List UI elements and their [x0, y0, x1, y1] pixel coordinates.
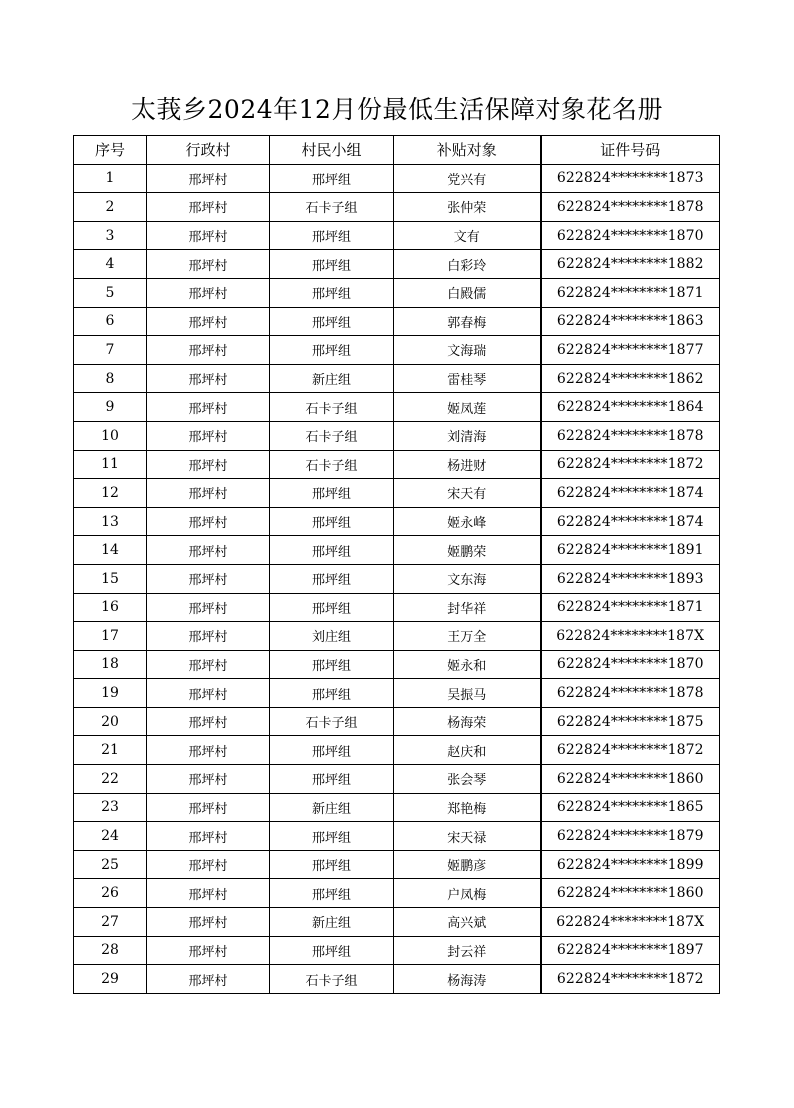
- cell-village: 邢坪村: [147, 822, 270, 851]
- table-row: [74, 908, 720, 937]
- cell-village: 邢坪村: [147, 421, 270, 450]
- cell-name: 姬凤莲: [394, 393, 541, 422]
- cell-name: 吴振马: [394, 679, 541, 708]
- page-title: 太莪乡2024年12月份最低生活保障对象花名册: [131, 95, 663, 124]
- cell-name: 杨进财: [394, 450, 541, 479]
- cell-group: 邢坪组: [270, 650, 394, 679]
- cell-no: 17: [74, 622, 147, 651]
- column-header-village: 行政村: [147, 136, 270, 165]
- table-row: [74, 679, 720, 708]
- cell-village: 邢坪村: [147, 564, 270, 593]
- cell-village: 邢坪村: [147, 679, 270, 708]
- table-body: [74, 164, 720, 993]
- cell-group: 石卡子组: [270, 393, 394, 422]
- header-row: [74, 136, 720, 165]
- cell-village: 邢坪村: [147, 736, 270, 765]
- cell-group: 邢坪组: [270, 164, 394, 193]
- cell-group: 邢坪组: [270, 564, 394, 593]
- table-row: [74, 250, 720, 279]
- cell-name: 封华祥: [394, 593, 541, 622]
- cell-no: 3: [74, 221, 147, 250]
- cell-group: 邢坪组: [270, 250, 394, 279]
- cell-village: 邢坪村: [147, 536, 270, 565]
- cell-id: 622824********1862: [541, 364, 720, 393]
- cell-name: 宋天禄: [394, 822, 541, 851]
- cell-village: 邢坪村: [147, 793, 270, 822]
- cell-village: 邢坪村: [147, 336, 270, 365]
- cell-name: 杨海荣: [394, 707, 541, 736]
- table-row: [74, 536, 720, 565]
- cell-village: 邢坪村: [147, 908, 270, 937]
- cell-group: 邢坪组: [270, 822, 394, 851]
- cell-no: 24: [74, 822, 147, 851]
- table-row: [74, 193, 720, 222]
- cell-name: 姬永峰: [394, 507, 541, 536]
- table-row: [74, 736, 720, 765]
- table-header: [74, 136, 720, 165]
- cell-group: 石卡子组: [270, 707, 394, 736]
- cell-village: 邢坪村: [147, 479, 270, 508]
- cell-group: 邢坪组: [270, 479, 394, 508]
- cell-id: 622824********1874: [541, 479, 720, 508]
- column-header-group: 村民小组: [270, 136, 394, 165]
- cell-group: 新庄组: [270, 793, 394, 822]
- cell-no: 6: [74, 307, 147, 336]
- cell-village: 邢坪村: [147, 278, 270, 307]
- table-row: [74, 507, 720, 536]
- cell-id: 622824********1870: [541, 221, 720, 250]
- cell-id: 622824********1872: [541, 450, 720, 479]
- cell-village: 邢坪村: [147, 879, 270, 908]
- table-row: [74, 307, 720, 336]
- cell-no: 9: [74, 393, 147, 422]
- cell-group: 邢坪组: [270, 507, 394, 536]
- cell-group: 邢坪组: [270, 536, 394, 565]
- cell-name: 郭春梅: [394, 307, 541, 336]
- cell-name: 封云祥: [394, 936, 541, 965]
- cell-name: 姬鹏彦: [394, 850, 541, 879]
- cell-no: 28: [74, 936, 147, 965]
- cell-no: 23: [74, 793, 147, 822]
- cell-no: 15: [74, 564, 147, 593]
- cell-no: 14: [74, 536, 147, 565]
- cell-group: 石卡子组: [270, 193, 394, 222]
- table-row: [74, 393, 720, 422]
- cell-village: 邢坪村: [147, 965, 270, 994]
- cell-village: 邢坪村: [147, 507, 270, 536]
- cell-village: 邢坪村: [147, 650, 270, 679]
- cell-id: 622824********1878: [541, 193, 720, 222]
- cell-name: 杨海涛: [394, 965, 541, 994]
- cell-village: 邢坪村: [147, 450, 270, 479]
- cell-no: 18: [74, 650, 147, 679]
- cell-id: 622824********1899: [541, 850, 720, 879]
- cell-no: 11: [74, 450, 147, 479]
- cell-village: 邢坪村: [147, 765, 270, 794]
- cell-village: 邢坪村: [147, 250, 270, 279]
- cell-id: 622824********1860: [541, 879, 720, 908]
- cell-name: 文东海: [394, 564, 541, 593]
- table-row: [74, 793, 720, 822]
- cell-id: 622824********1878: [541, 421, 720, 450]
- cell-no: 8: [74, 364, 147, 393]
- table-row: [74, 879, 720, 908]
- cell-village: 邢坪村: [147, 936, 270, 965]
- cell-name: 张会琴: [394, 765, 541, 794]
- cell-no: 10: [74, 421, 147, 450]
- cell-no: 20: [74, 707, 147, 736]
- cell-name: 王万全: [394, 622, 541, 651]
- cell-village: 邢坪村: [147, 221, 270, 250]
- cell-group: 邢坪组: [270, 736, 394, 765]
- cell-village: 邢坪村: [147, 850, 270, 879]
- cell-id: 622824********187X: [541, 622, 720, 651]
- table-row: [74, 593, 720, 622]
- table-row: [74, 421, 720, 450]
- cell-village: 邢坪村: [147, 364, 270, 393]
- cell-no: 2: [74, 193, 147, 222]
- cell-id: 622824********1877: [541, 336, 720, 365]
- cell-id: 622824********1864: [541, 393, 720, 422]
- cell-no: 29: [74, 965, 147, 994]
- cell-name: 高兴斌: [394, 908, 541, 937]
- cell-no: 22: [74, 765, 147, 794]
- cell-no: 21: [74, 736, 147, 765]
- cell-id: 622824********1874: [541, 507, 720, 536]
- cell-name: 文有: [394, 221, 541, 250]
- cell-no: 4: [74, 250, 147, 279]
- cell-name: 姬永和: [394, 650, 541, 679]
- cell-name: 赵庆和: [394, 736, 541, 765]
- cell-id: 622824********1871: [541, 593, 720, 622]
- cell-id: 622824********187X: [541, 908, 720, 937]
- cell-no: 1: [74, 164, 147, 193]
- cell-group: 石卡子组: [270, 421, 394, 450]
- cell-group: 石卡子组: [270, 965, 394, 994]
- cell-name: 白彩玲: [394, 250, 541, 279]
- cell-name: 党兴有: [394, 164, 541, 193]
- table-row: [74, 221, 720, 250]
- cell-village: 邢坪村: [147, 307, 270, 336]
- cell-id: 622824********1878: [541, 679, 720, 708]
- cell-name: 姬鹏荣: [394, 536, 541, 565]
- cell-village: 邢坪村: [147, 164, 270, 193]
- cell-group: 邢坪组: [270, 679, 394, 708]
- table-row: [74, 822, 720, 851]
- cell-no: 26: [74, 879, 147, 908]
- table-row: [74, 707, 720, 736]
- column-header-no: 序号: [74, 136, 147, 165]
- table-row: [74, 564, 720, 593]
- column-header-id: 证件号码: [541, 136, 720, 165]
- table-row: [74, 622, 720, 651]
- cell-name: 宋天有: [394, 479, 541, 508]
- cell-no: 12: [74, 479, 147, 508]
- cell-group: 新庄组: [270, 364, 394, 393]
- cell-no: 7: [74, 336, 147, 365]
- table-row: [74, 936, 720, 965]
- cell-group: 邢坪组: [270, 879, 394, 908]
- column-header-name: 补贴对象: [394, 136, 541, 165]
- table-row: [74, 450, 720, 479]
- cell-id: 622824********1865: [541, 793, 720, 822]
- cell-name: 雷桂琴: [394, 364, 541, 393]
- cell-group: 邢坪组: [270, 765, 394, 794]
- table-row: [74, 278, 720, 307]
- cell-id: 622824********1863: [541, 307, 720, 336]
- cell-id: 622824********1891: [541, 536, 720, 565]
- cell-name: 张仲荣: [394, 193, 541, 222]
- cell-id: 622824********1870: [541, 650, 720, 679]
- cell-village: 邢坪村: [147, 707, 270, 736]
- cell-name: 刘清海: [394, 421, 541, 450]
- cell-group: 邢坪组: [270, 936, 394, 965]
- cell-id: 622824********1860: [541, 765, 720, 794]
- cell-id: 622824********1871: [541, 278, 720, 307]
- cell-no: 25: [74, 850, 147, 879]
- cell-no: 16: [74, 593, 147, 622]
- cell-group: 邢坪组: [270, 307, 394, 336]
- cell-id: 622824********1872: [541, 965, 720, 994]
- cell-village: 邢坪村: [147, 622, 270, 651]
- cell-group: 新庄组: [270, 908, 394, 937]
- table-row: [74, 336, 720, 365]
- table-row: [74, 164, 720, 193]
- cell-village: 邢坪村: [147, 393, 270, 422]
- cell-id: 622824********1879: [541, 822, 720, 851]
- cell-village: 邢坪村: [147, 593, 270, 622]
- cell-no: 19: [74, 679, 147, 708]
- table-row: [74, 765, 720, 794]
- cell-id: 622824********1873: [541, 164, 720, 193]
- cell-no: 5: [74, 278, 147, 307]
- table-row: [74, 965, 720, 994]
- table-row: [74, 364, 720, 393]
- cell-village: 邢坪村: [147, 193, 270, 222]
- cell-no: 27: [74, 908, 147, 937]
- cell-id: 622824********1875: [541, 707, 720, 736]
- cell-id: 622824********1897: [541, 936, 720, 965]
- cell-group: 邢坪组: [270, 336, 394, 365]
- cell-no: 13: [74, 507, 147, 536]
- cell-name: 户凤梅: [394, 879, 541, 908]
- cell-group: 邢坪组: [270, 593, 394, 622]
- cell-name: 白殿儒: [394, 278, 541, 307]
- cell-group: 邢坪组: [270, 221, 394, 250]
- cell-id: 622824********1893: [541, 564, 720, 593]
- table-row: [74, 650, 720, 679]
- cell-group: 刘庄组: [270, 622, 394, 651]
- table-row: [74, 479, 720, 508]
- cell-name: 文海瑞: [394, 336, 541, 365]
- cell-id: 622824********1882: [541, 250, 720, 279]
- cell-group: 邢坪组: [270, 278, 394, 307]
- table-row: [74, 850, 720, 879]
- cell-group: 石卡子组: [270, 450, 394, 479]
- cell-id: 622824********1872: [541, 736, 720, 765]
- cell-group: 邢坪组: [270, 850, 394, 879]
- roster-table: [73, 135, 720, 994]
- cell-name: 郑艳梅: [394, 793, 541, 822]
